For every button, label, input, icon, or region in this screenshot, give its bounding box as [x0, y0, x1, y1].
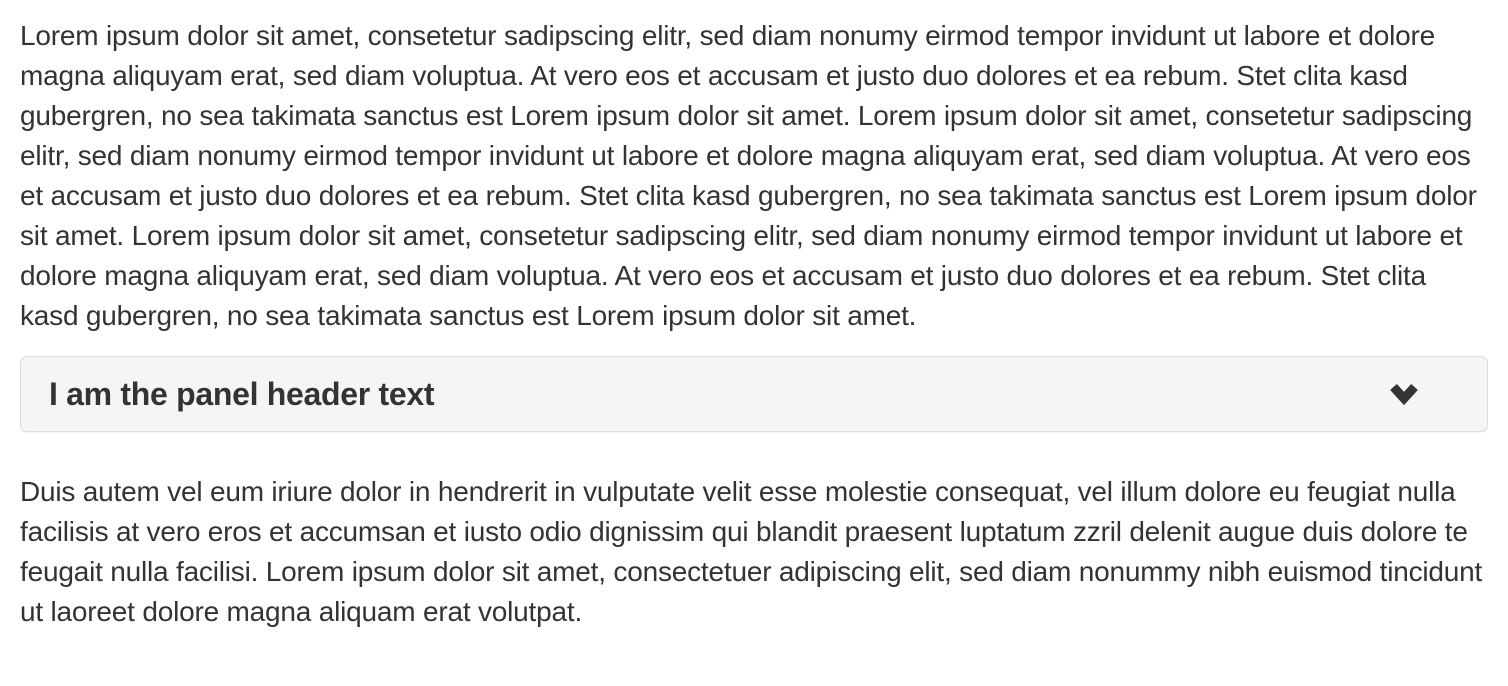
panel-header-title: I am the panel header text [49, 375, 435, 412]
intro-paragraph: Lorem ipsum dolor sit amet, consetetur sadipscing elitr, sed diam nonumy eirmod tempor invidunt ut labore et dolore magna aliquyam erat, sed diam voluptua. At vero eos et accusam et justo duo dolores et ea rebum. Stet clita kasd gubergren, no sea takimata sanctus est Lorem ipsum dolor sit amet. Lorem ipsum dolor sit amet, consetetur sadipscing elitr, sed diam nonumy eirmod tempor invidunt ut labore et dolore magna aliquyam erat, sed diam voluptua. At vero eos et accusam et justo duo dolores et ea rebum. Stet clita kasd gubergren, no sea takimata sanctus est Lorem ipsum dolor sit amet. Lorem ipsum dolor sit amet, consetetur sadipscing elitr, sed diam nonumy eirmod tempor invidunt ut labore et dolore magna aliquyam erat, sed diam voluptua. At vero eos et accusam et justo duo dolores et ea rebum. Stet clita kasd gubergren, no sea takimata sanctus est Lorem ipsum dolor sit amet. [20, 20, 1477, 331]
chevron-down-icon[interactable] [1389, 383, 1419, 405]
collapsible-panel-header[interactable] [20, 356, 1488, 432]
closing-paragraph: Duis autem vel eum iriure dolor in hendrerit in vulputate velit esse molestie consequat, vel illum dolore eu feugiat nulla facilisis at vero eros et accumsan et iusto odio dignissim qui blandit praesent luptatum zzril delenit augue duis dolore te feugait nulla facilisi. Lorem ipsum dolor sit amet, consectetuer adipiscing elit, sed diam nonummy nibh euismod tincidunt ut laoreet dolore magna aliquam erat volutpat. [20, 476, 1483, 627]
